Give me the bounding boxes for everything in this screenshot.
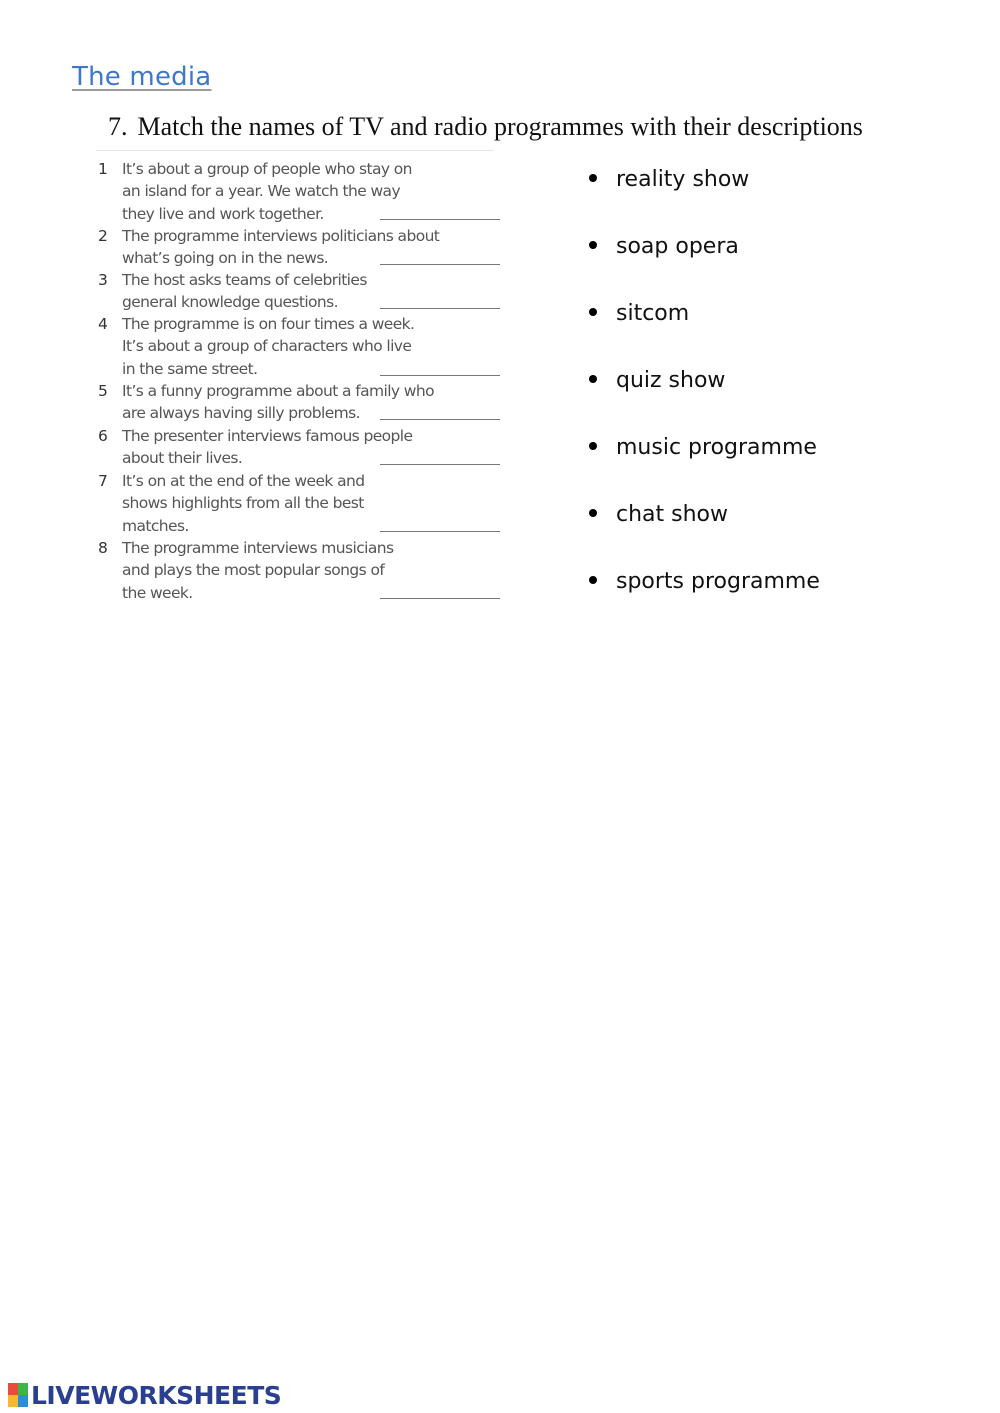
description-line: an island for a year. We watch the way (122, 182, 401, 201)
description-text (122, 470, 442, 537)
option-item[interactable] (586, 301, 689, 326)
bullet-icon (589, 174, 597, 182)
description-line: The programme interviews politicians about (122, 227, 440, 245)
bullet-icon (589, 576, 597, 584)
option-label: reality show (616, 167, 750, 192)
description-line: The presenter interviews famous people (122, 427, 413, 445)
liveworksheets-logo[interactable] (8, 1378, 281, 1412)
description-number: 2 (98, 227, 108, 245)
answer-blank-1[interactable] (380, 219, 500, 220)
option-item[interactable] (586, 502, 728, 527)
answer-blank-4[interactable] (380, 375, 500, 376)
description-number: 6 (98, 427, 108, 445)
description-line: The programme is on four times a week. (122, 315, 415, 333)
description-line: are always having silly problems. (122, 404, 360, 423)
description-line: It’s about a group of people who stay on (122, 160, 412, 178)
option-item[interactable] (586, 569, 820, 594)
description-line: shows highlights from all the best (122, 494, 364, 513)
logo-text: LIVEWORKSHEETS (31, 1380, 282, 1410)
description-line: what’s going on in the news. (122, 249, 329, 268)
bullet-icon (589, 375, 597, 383)
logo-square-2 (18, 1383, 28, 1395)
description-text (122, 380, 442, 425)
description-text (122, 537, 442, 604)
description-line: they live and work together. (122, 204, 324, 223)
description-line: It’s about a group of characters who live (122, 337, 412, 356)
exercise-number: 7. (108, 112, 128, 141)
option-item[interactable] (586, 435, 817, 460)
option-item[interactable] (586, 234, 739, 259)
description-line: in the same street. (122, 359, 258, 378)
description-line: the week. (122, 583, 193, 602)
description-number: 1 (98, 160, 108, 178)
option-item[interactable] (586, 167, 749, 192)
option-label: sitcom (616, 301, 690, 326)
answer-blank-3[interactable] (380, 308, 500, 309)
option-item[interactable] (586, 368, 725, 393)
option-label: chat show (616, 502, 728, 527)
option-label: music programme (616, 435, 817, 460)
logo-mark-icon (8, 1383, 28, 1407)
answer-blank-8[interactable] (380, 598, 500, 599)
description-line: The programme interviews musicians (122, 539, 394, 557)
answer-blank-5[interactable] (380, 419, 500, 420)
option-label: quiz show (616, 368, 726, 393)
description-line: and plays the most popular songs of (122, 561, 385, 580)
description-line: The host asks teams of celebrities (122, 271, 367, 289)
logo-square-3 (8, 1395, 18, 1407)
answer-blank-7[interactable] (380, 531, 500, 532)
option-label: sports programme (616, 569, 820, 594)
description-line: matches. (122, 516, 189, 535)
description-line: It’s on at the end of the week and (122, 472, 365, 490)
description-line: It’s a funny programme about a family who (122, 382, 434, 400)
page-title: The media (72, 62, 212, 92)
bullet-icon (589, 308, 597, 316)
description-number: 7 (98, 472, 108, 490)
description-text (122, 225, 442, 270)
description-line: about their lives. (122, 449, 243, 468)
bullet-icon (589, 509, 597, 517)
description-text (122, 425, 442, 470)
bullet-icon (589, 442, 597, 450)
answer-blank-6[interactable] (380, 464, 500, 465)
logo-square-1 (8, 1383, 18, 1395)
logo-square-4 (18, 1395, 28, 1407)
bullet-icon (589, 241, 597, 249)
option-label: soap opera (616, 234, 739, 259)
description-text (122, 158, 442, 225)
description-number: 4 (98, 315, 108, 333)
description-number: 8 (98, 539, 108, 557)
answer-blank-2[interactable] (380, 264, 500, 265)
description-number: 3 (98, 271, 108, 289)
instruction-text: Match the names of TV and radio programmes with their descriptions (137, 112, 863, 141)
description-number: 5 (98, 382, 108, 400)
description-text (122, 269, 442, 314)
description-text (122, 313, 442, 380)
description-list (0, 0, 520, 620)
description-line: general knowledge questions. (122, 293, 338, 312)
